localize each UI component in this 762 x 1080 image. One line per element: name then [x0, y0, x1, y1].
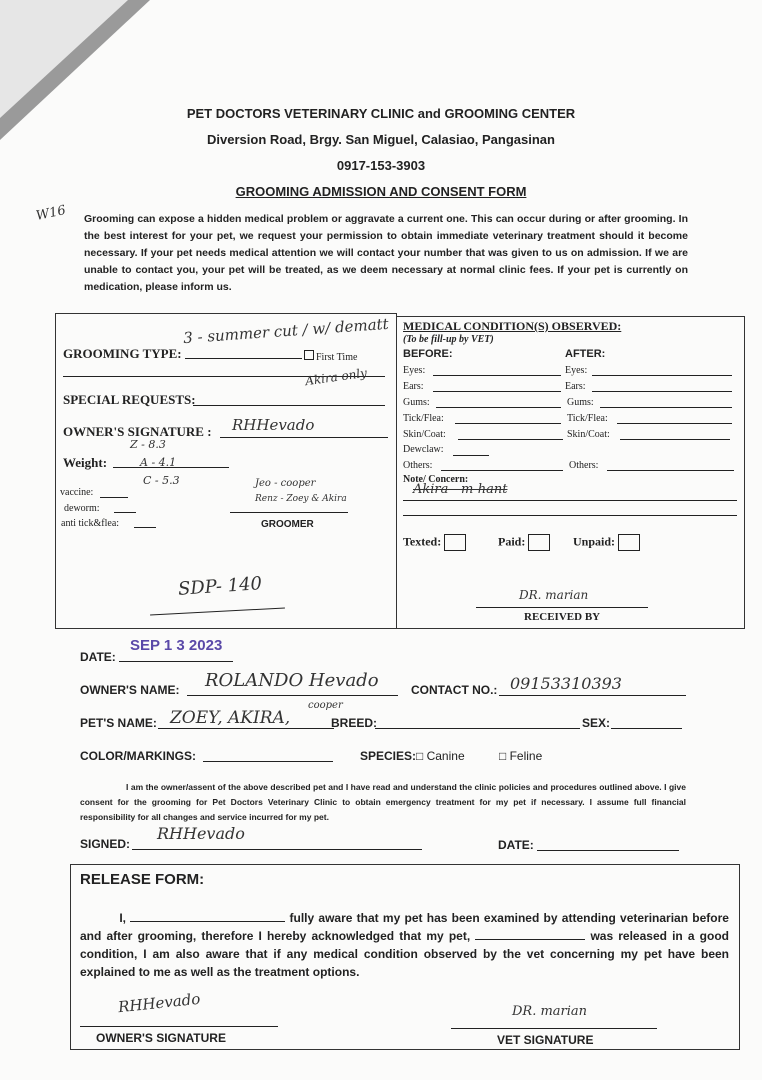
grooming-type-line [185, 358, 302, 359]
antitick-line [134, 527, 156, 528]
special-requests-value: Akira only [304, 365, 368, 389]
after-others-line [607, 470, 734, 471]
first-time-checkbox[interactable] [304, 350, 314, 360]
after-skin-line [620, 439, 730, 440]
color-line [203, 761, 333, 762]
clinic-address: Diversion Road, Brgy. San Miguel, Calasiao, Pangasinan [207, 132, 555, 147]
release-owner-signature: RHHevado [117, 989, 202, 1017]
release-owner-blank[interactable] [130, 909, 285, 922]
vaccine-label: vaccine: [60, 487, 94, 498]
after-eyes-label: Eyes: [565, 365, 588, 376]
note-concern-value: Akira - m-hant [413, 482, 508, 497]
owners-signature-line [220, 437, 388, 438]
before-label: BEFORE: [403, 348, 453, 360]
release-title: RELEASE FORM: [80, 871, 205, 888]
release-owner-line [80, 1026, 278, 1027]
weight-label: Weight: [63, 455, 108, 470]
weight-value-1: Z - 8.3 [130, 438, 166, 451]
breed-label: BREED: [331, 716, 378, 730]
paid-label: Paid: [498, 534, 526, 549]
before-skin-line [458, 439, 563, 440]
before-others-line [441, 470, 563, 471]
texted-label: Texted: [403, 534, 442, 549]
breed-line [375, 728, 580, 729]
date-line [119, 661, 233, 662]
release-vet-line [451, 1028, 657, 1029]
antitick-label: anti tick&flea: [61, 518, 120, 529]
note-line-1 [403, 500, 737, 501]
groomer-value-1: Jeo - cooper [255, 478, 316, 489]
release-vet-label: VET SIGNATURE [497, 1033, 594, 1047]
pets-name-label: PET'S NAME: [80, 716, 157, 730]
before-tick-label: Tick/Flea: [403, 413, 444, 424]
before-eyes-label: Eyes: [403, 365, 426, 376]
page-fold-corner [0, 0, 128, 118]
before-skin-label: Skin/Coat: [403, 429, 446, 440]
paid-checkbox[interactable] [528, 534, 550, 551]
dewclaw-line [453, 455, 489, 456]
price-note: SDP- 140 [177, 573, 263, 600]
after-gums-label: Gums: [567, 397, 594, 408]
consent-paragraph: I am the owner/assent of the above described pet and I have read and understand the clinic policies and procedures outlined above. I give consent for the grooming for Pet Doctors Veterinary Clinic to obtain emergency treatment for my pet if necessary. I assume full financial responsibility for all changes and service incurred for my pet. [80, 782, 686, 822]
release-text-1: I, [119, 911, 126, 925]
weight-line [113, 467, 229, 468]
after-ears-label: Ears: [565, 381, 586, 392]
special-requests-line [193, 405, 385, 406]
unpaid-checkbox[interactable] [618, 534, 640, 551]
after-eyes-line [592, 375, 732, 376]
weight-value-2: A - 4.1 [140, 456, 177, 469]
after-ears-line [592, 391, 732, 392]
owners-name-line [187, 695, 398, 696]
after-skin-label: Skin/Coat: [567, 429, 610, 440]
feline-option[interactable]: □ Feline [499, 749, 543, 763]
form-title: GROOMING ADMISSION AND CONSENT FORM [235, 184, 527, 199]
after-label: AFTER: [565, 348, 606, 360]
intro-paragraph: Grooming can expose a hidden medical problem or aggravate a current one. This can occur during or after grooming. In the best interest for your pet, we request your permission to obtain immediate veterinary treatment should it become necessary. If your pet needs medical attention we will contact your number that was given to us on admission. If we are unable to contact you, your pet will be treated, as we deem necessary at normal clinic fees. If your pet is currently on medication, please inform us. [84, 213, 688, 293]
before-ears-label: Ears: [403, 381, 424, 392]
release-owner-label: OWNER'S SIGNATURE [96, 1031, 226, 1045]
owners-signature-label: OWNER'S SIGNATURE : [63, 424, 212, 439]
after-tick-line [617, 423, 732, 424]
deworm-line [114, 512, 136, 513]
received-by-signature: DR. marian [519, 588, 589, 602]
grooming-type-value: 3 - summer cut / w/ dematt [182, 314, 390, 348]
received-by-line [476, 607, 648, 608]
contact-value: 09153310393 [510, 674, 622, 693]
canine-option[interactable]: □ Canine [416, 749, 465, 763]
date-label: DATE: [80, 650, 116, 664]
medical-title: MEDICAL CONDITION(S) OBSERVED: [403, 319, 622, 333]
signed-label: SIGNED: [80, 837, 131, 851]
before-ears-line [433, 391, 561, 392]
before-eyes-line [433, 375, 561, 376]
signed-date-label: DATE: [498, 838, 534, 852]
groomer-label: GROOMER [261, 519, 314, 530]
unpaid-label: Unpaid: [573, 534, 616, 549]
owners-signature-value: RHHevado [232, 416, 315, 434]
signed-date-line [537, 850, 679, 851]
owners-name-label: OWNER'S NAME: [80, 683, 180, 697]
contact-line [499, 695, 686, 696]
medical-panel [396, 316, 745, 629]
contact-label: CONTACT NO.: [411, 683, 498, 697]
grooming-type-label: GROOMING TYPE: [63, 346, 182, 361]
signed-line [132, 849, 422, 850]
pets-name-extra: cooper [308, 700, 343, 711]
before-tick-line [455, 423, 561, 424]
signed-signature: RHHevado [157, 824, 245, 843]
vaccine-line [100, 497, 128, 498]
paid-field[interactable] [498, 534, 550, 551]
after-others-label: Others: [569, 460, 599, 471]
pets-name-line [158, 728, 334, 729]
date-stamp: SEP 1 3 2023 [130, 637, 223, 654]
special-requests-label: SPECIAL REQUESTS: [63, 392, 196, 407]
medical-subtitle: (To be fill-up by VET) [403, 334, 494, 345]
note-concern-label: Note/ Concern: [403, 474, 469, 485]
release-vet-signature: DR. marian [512, 1004, 588, 1019]
sex-line [611, 728, 682, 729]
sex-label: SEX: [582, 716, 611, 730]
groomer-value-2: Renz - Zoey & Akira [255, 494, 347, 504]
unpaid-field[interactable] [573, 534, 640, 551]
feline-label: Feline [509, 749, 543, 763]
clinic-name: PET DOCTORS VETERINARY CLINIC and GROOMING CENTER [186, 106, 576, 121]
first-time-option[interactable] [304, 350, 357, 363]
after-gums-line [600, 407, 732, 408]
before-gums-label: Gums: [403, 397, 430, 408]
canine-label: Canine [426, 749, 465, 763]
release-paragraph [80, 909, 729, 981]
pets-name-value: ZOEY, AKIRA, [170, 708, 291, 728]
release-text-2: fully aware that my pet has been examined by attending veterinarian before and after grooming, therefore I hereby acknowledged that my pet, [80, 911, 729, 943]
dewclaw-label: Dewclaw: [403, 444, 444, 455]
texted-checkbox[interactable] [444, 534, 466, 551]
deworm-label: deworm: [64, 503, 100, 514]
before-others-label: Others: [403, 460, 433, 471]
margin-note: W16 [34, 203, 68, 224]
note-line-2 [403, 515, 737, 516]
owners-name-value: ROLANDO Hevado [205, 670, 379, 691]
after-tick-label: Tick/Flea: [567, 413, 608, 424]
received-by-label: RECEIVED BY [524, 611, 601, 623]
color-label: COLOR/MARKINGS: [80, 749, 196, 763]
release-pet-blank[interactable] [475, 927, 585, 940]
clinic-phone: 0917-153-3903 [336, 158, 426, 173]
first-time-label: First Time [316, 352, 358, 363]
texted-field[interactable] [403, 534, 466, 551]
release-text-3: was released in a good condition, I am also aware that if any medical condition observed by the vet concerning my pet have been explained to me as well as the treatment options. [80, 929, 729, 979]
species-label: SPECIES: [360, 749, 417, 763]
groomer-line [230, 512, 348, 513]
before-gums-line [436, 407, 561, 408]
weight-value-3: C - 5.3 [143, 474, 180, 487]
